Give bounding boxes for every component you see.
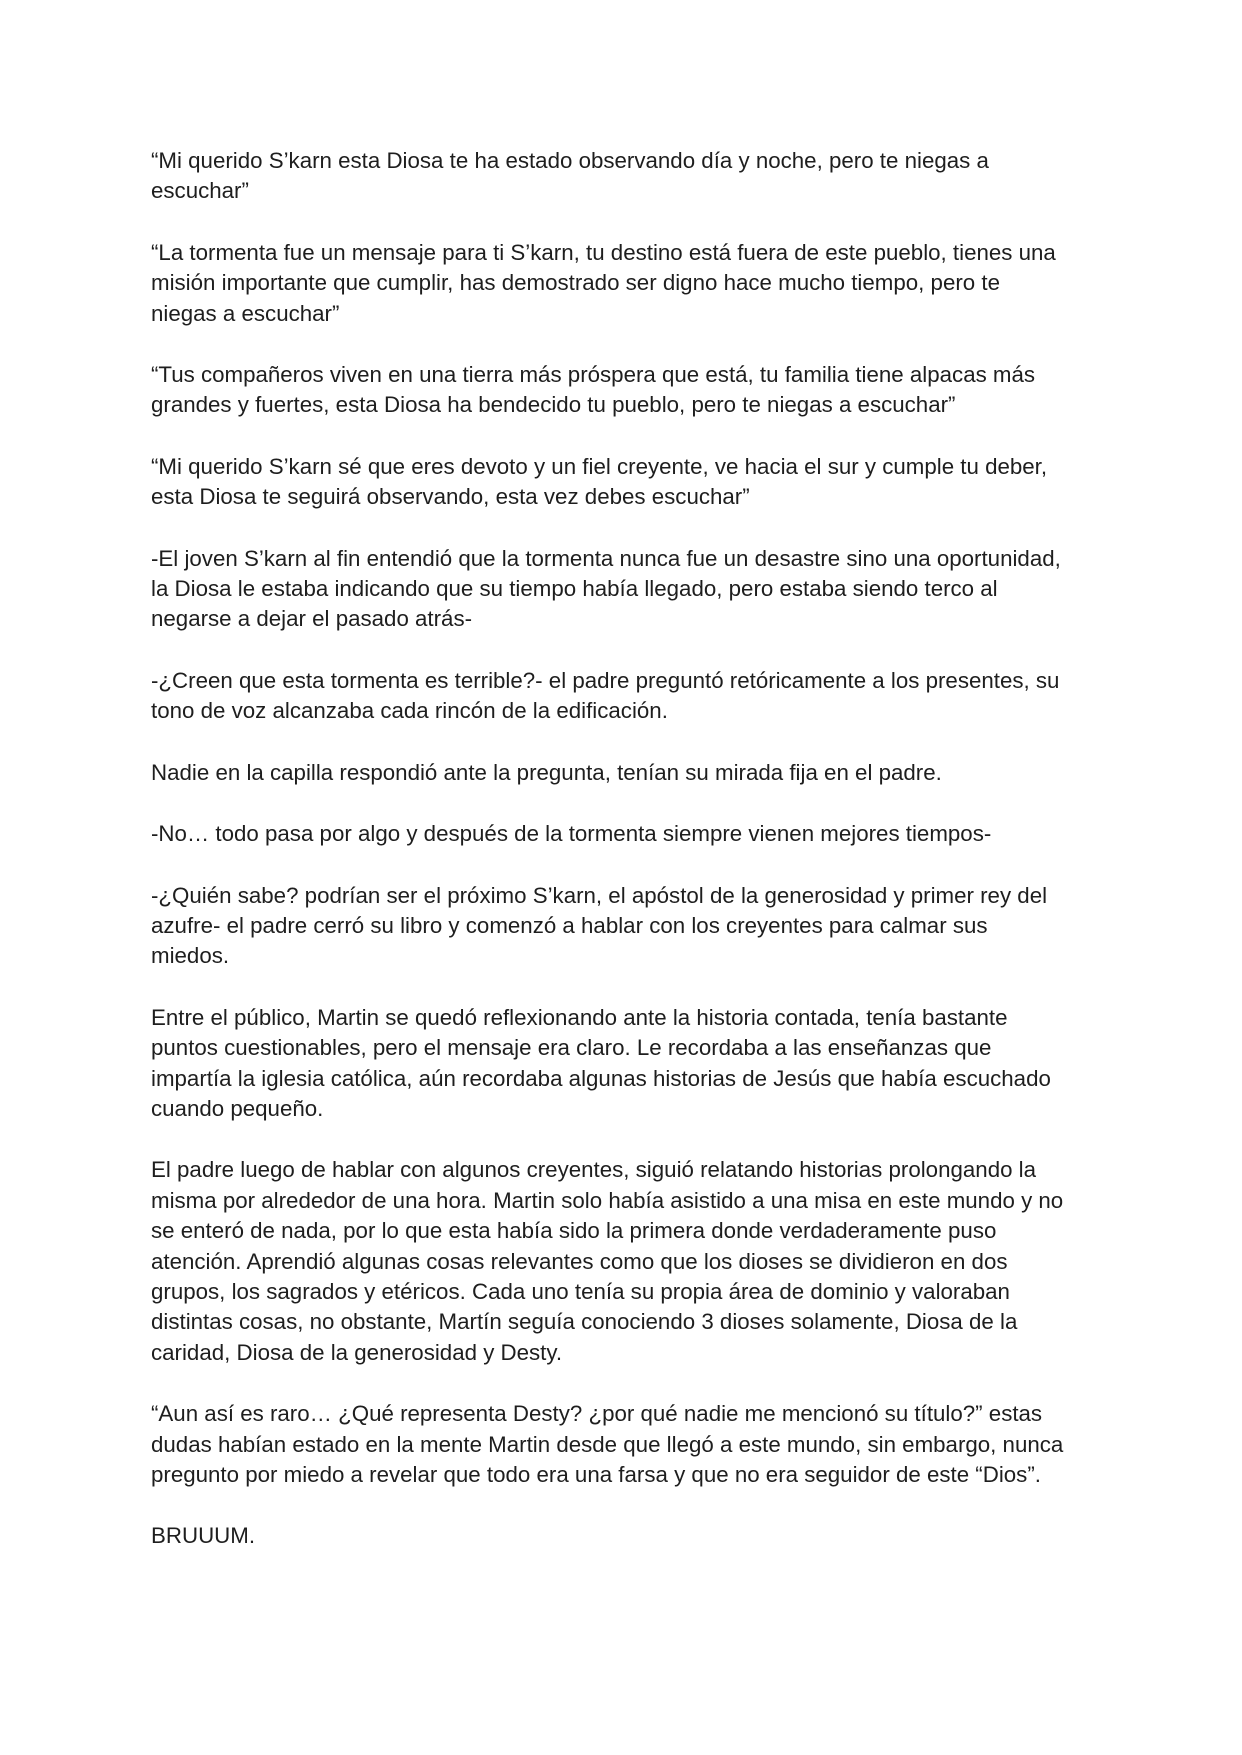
paragraph [151, 819, 1102, 849]
text-line: niegas a escuchar” [151, 300, 340, 326]
text-line: -El joven S’karn al fin entendió que la tormenta nunca fue un desastre sino una oportunidad, [151, 545, 1061, 571]
text-line: -No… todo pasa por algo y después de la tormenta siempre vienen mejores tiempos- [151, 821, 992, 847]
paragraph [151, 452, 1102, 513]
paragraph [151, 1003, 1102, 1125]
text-line: Entre el público, Martin se quedó reflexionando ante la historia contada, tenía bastante [151, 1004, 1008, 1030]
text-line: tono de voz alcanzaba cada rincón de la edificación. [151, 698, 668, 724]
paragraph [151, 238, 1102, 329]
text-line: “Mi querido S’karn sé que eres devoto y un fiel creyente, ve hacia el sur y cumple tu deber, [151, 453, 1048, 479]
text-line: misión importante que cumplir, has demostrado ser digno hace mucho tiempo, pero te [151, 270, 1000, 296]
text-line: se enteró de nada, por lo que esta había sido la primera donde verdaderamente puso [151, 1218, 997, 1244]
paragraph [151, 1521, 1102, 1551]
text-line: cuando pequeño. [151, 1095, 324, 1121]
text-line: “La tormenta fue un mensaje para ti S’karn, tu destino está fuera de este pueblo, tienes una [151, 239, 1056, 265]
text-line: puntos cuestionables, pero el mensaje era claro. Le recordaba a las enseñanzas que [151, 1035, 992, 1061]
text-line: azufre- el padre cerró su libro y comenzó a hablar con los creyentes para calmar sus [151, 912, 988, 938]
text-line: negarse a dejar el pasado atrás- [151, 606, 473, 632]
text-line: BRUUUM. [151, 1523, 256, 1549]
text-line: grupos, los sagrados y etéricos. Cada uno tenía su propia área de dominio y valoraban [151, 1278, 1010, 1304]
text-line: -¿Creen que esta tormenta es terrible?- el padre preguntó retóricamente a los presentes, su [151, 667, 1060, 693]
text-line: “Mi querido S’karn esta Diosa te ha estado observando día y noche, pero te niegas a [151, 148, 989, 173]
paragraph [151, 1399, 1102, 1490]
text-line: caridad, Diosa de la generosidad y Desty. [151, 1339, 563, 1365]
text-line: la Diosa le estaba indicando que su tiempo había llegado, pero estaba siendo terco al [151, 576, 998, 602]
text-line: pregunto por miedo a revelar que todo era una farsa y que no era seguidor de este “Dios”. [151, 1462, 1041, 1487]
paragraph [151, 666, 1102, 727]
text-line: esta Diosa te seguirá observando, esta vez debes escuchar” [151, 484, 750, 510]
paragraph [151, 758, 1102, 788]
paragraph [151, 360, 1102, 421]
text-line: “Tus compañeros viven en una tierra más próspera que está, tu familia tiene alpacas más [151, 362, 1036, 388]
paragraph [151, 881, 1102, 972]
paragraph [151, 146, 1102, 207]
text-line: escuchar” [151, 178, 249, 204]
paragraph [151, 1155, 1102, 1368]
text-line: distintas cosas, no obstante, Martín seguía conociendo 3 dioses solamente, Diosa de la [151, 1309, 1018, 1335]
document-body [151, 146, 1102, 1552]
text-line: atención. Aprendió algunas cosas relevantes como que los dioses se dividieron en dos [151, 1248, 1008, 1274]
text-line: -¿Quién sabe? podrían ser el próximo S’karn, el apóstol de la generosidad y primer rey del [151, 882, 1048, 908]
text-line: miedos. [151, 943, 230, 969]
text-line: El padre luego de hablar con algunos creyentes, siguió relatando historias prolongando la [151, 1157, 1037, 1183]
text-line: Nadie en la capilla respondió ante la pregunta, tenían su mirada fija en el padre. [151, 759, 942, 785]
text-line: grandes y fuertes, esta Diosa ha bendecido tu pueblo, pero te niegas a escuchar” [151, 392, 956, 418]
text-line: misma por alrededor de una hora. Martin solo había asistido a una misa en este mundo y no [151, 1187, 1064, 1213]
paragraph [151, 544, 1102, 635]
text-line: “Aun así es raro… ¿Qué representa Desty? ¿por qué nadie me mencionó su título?” estas [151, 1401, 1043, 1427]
text-line: impartía la iglesia católica, aún recordaba algunas historias de Jesús que había escuchado [151, 1065, 1051, 1091]
text-line: dudas habían estado en la mente Martin desde que llegó a este mundo, sin embargo, nunca [151, 1431, 1064, 1457]
